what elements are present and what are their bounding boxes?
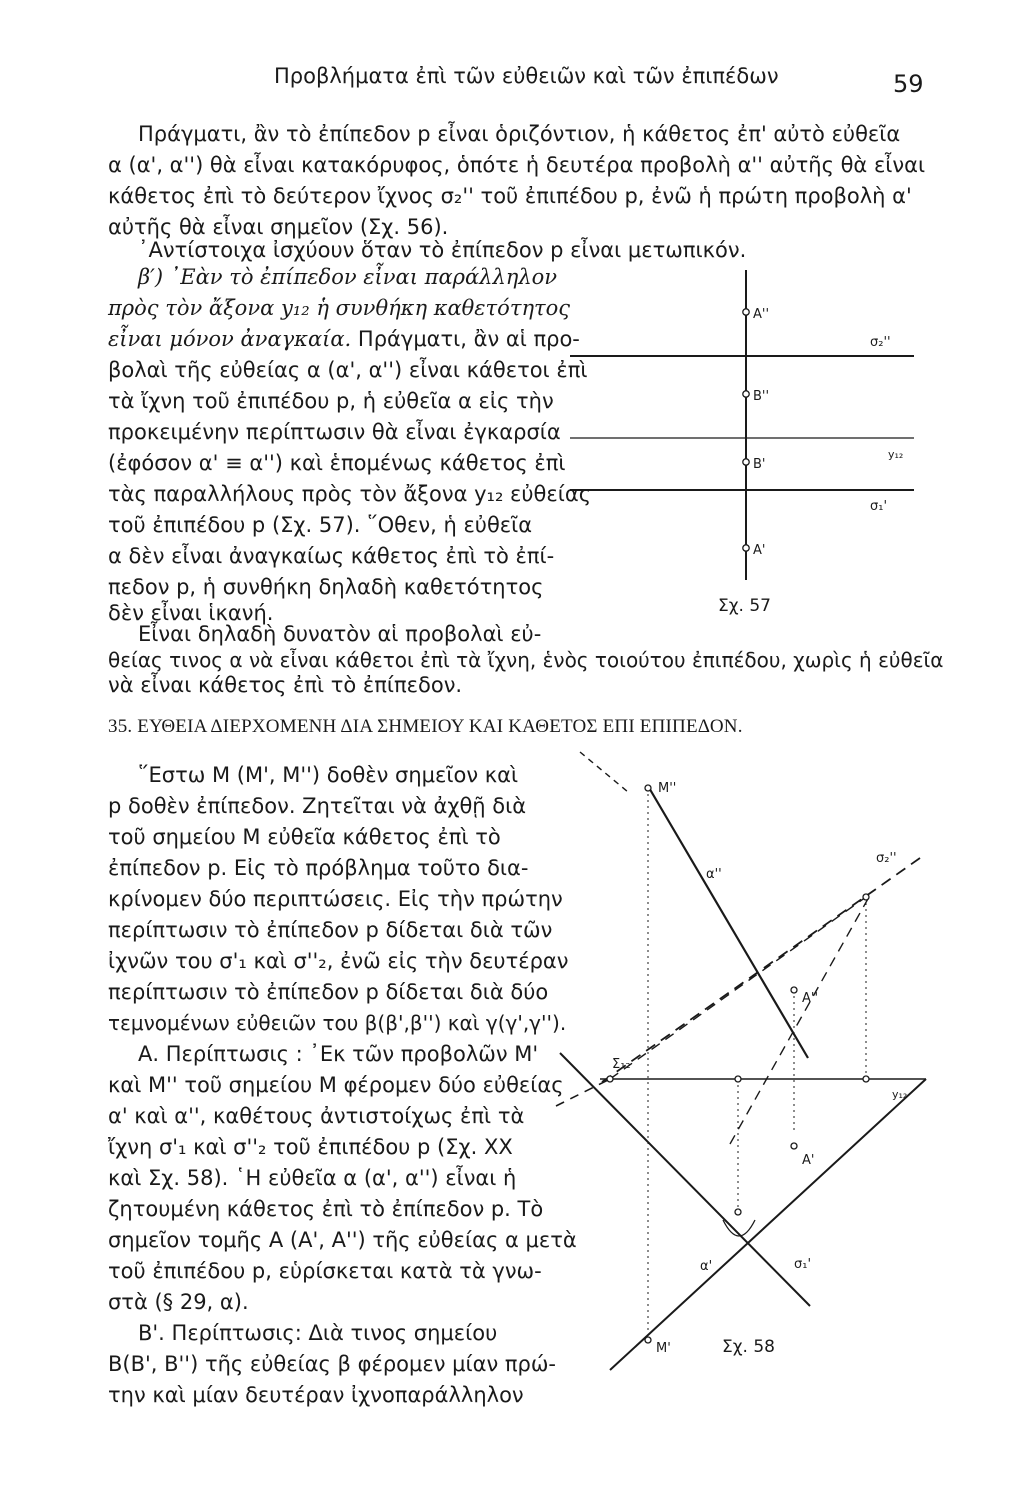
italic-text: ᾿Εὰν τὸ ἐπίπεδον εἶναι παράλληλον: [169, 265, 558, 289]
point-b1: [743, 459, 749, 465]
text-line: περίπτωσιν τὸ ἐπίπεδον p δίδεται διὰ δύο: [108, 980, 549, 1004]
point-m2: [645, 785, 651, 791]
text-line: Β'. Περίπτωσις: Διὰ τινος σημείου: [138, 1321, 498, 1345]
section-heading: 35. ΕΥΘΕΙΑ ΔΙΕΡΧΟΜΕΝΗ ΔΙΑ ΣΗΜΕΙΟΥ ΚΑΙ ΚΑΘΕΤΟΣ ΕΠΙ ΕΠΙΠΕΔΟΝ.: [108, 716, 743, 737]
point-s12: [607, 1076, 613, 1082]
case-label: β′): [138, 265, 164, 289]
text-line: καὶ Σχ. 58). ῾Η εὐθεῖα α (α', α'') εἶναι ἡ: [108, 1166, 517, 1190]
label-y12: y₁₂: [892, 1088, 908, 1101]
label-a2-proj: α'': [706, 867, 722, 882]
text-line: πεδον p, ἡ συνθήκη δηλαδὴ καθετότητος: [108, 575, 544, 599]
text-line: περίπτωσιν τὸ ἐπίπεδον p δίδεται διὰ τῶν: [108, 918, 553, 942]
text-line: [108, 324, 580, 355]
label-b1: B': [753, 457, 766, 472]
text-line: α' καὶ α'', καθέτους ἀντιστοίχως ἐπὶ τὰ: [108, 1104, 525, 1128]
text-line: νὰ εἶναι κάθετος ἐπὶ τὸ ἐπίπεδον.: [108, 673, 463, 697]
text-line: στὰ (§ 29, α).: [108, 1290, 249, 1314]
text-line: ἰχνῶν του σ'₁ καὶ σ''₂, ἐνῶ εἰς τὴν δευτέραν: [108, 949, 569, 973]
text-span: Πράγματι, ἂν αἱ προ-: [357, 327, 580, 351]
text-line: κρίνομεν δύο περιπτώσεις. Εἰς τὴν πρώτην: [108, 887, 563, 911]
figure-caption: Σχ. 58: [722, 1337, 776, 1357]
construction-dashed-line: [730, 897, 869, 1144]
point-m1: [645, 1337, 651, 1343]
trace-s2-tick: [580, 752, 628, 792]
text-line: δὲν εἶναι ἱκανή.: [108, 601, 274, 625]
text-line: σημεῖον τομῆς A (A', A'') τῆς εὐθείας α μετὰ: [108, 1228, 577, 1252]
trace-s2-dashed-line: [602, 858, 920, 1082]
label-b2: B'': [753, 389, 770, 404]
text-line: [138, 262, 557, 293]
label-a2-point: A'': [802, 991, 819, 1006]
text-line: τοῦ σημείου M εὐθεῖα κάθετος ἐπὶ τὸ: [108, 825, 501, 849]
text-line: τὰ ἴχνη τοῦ ἐπιπέδου p, ἡ εὐθεῖα α εἰς τὴν: [108, 389, 554, 413]
label-y12: y₁₂: [888, 448, 904, 461]
italic-text: εἶναι μόνον ἀναγκαία.: [108, 327, 352, 351]
figure-58: [540, 740, 940, 1380]
label-s1: σ₁': [870, 499, 888, 514]
label-s12: Σ₁₂: [612, 1057, 631, 1072]
text-line: ᾿Αντίστοιχα ἰσχύουν ὅταν τὸ ἐπίπεδον p εἶναι μετωπικόν.: [138, 238, 747, 262]
text-line: καὶ M'' τοῦ σημείου M φέρομεν δύο εὐθείας: [108, 1073, 564, 1097]
italic-text: πρὸς τὸν ἄξονα y₁₂ ἡ συνθήκη καθετότητος: [108, 296, 571, 320]
text-line: θείας τινος α νὰ εἶναι κάθετοι ἐπὶ τὰ ἴχνη, ἑνὸς τοιούτου ἐπιπέδου, χωρὶς ἡ εὐθεῖα: [108, 648, 944, 672]
point-a1: [743, 545, 749, 551]
point-on-trace: [863, 894, 869, 900]
label-m2: M'': [658, 781, 677, 796]
text-line: αὐτῆς θὰ εἶναι σημεῖον (Σχ. 56).: [108, 215, 449, 239]
text-line: Α. Περίπτωσις : ᾿Εκ τῶν προβολῶν M': [138, 1042, 539, 1066]
text-line: ῞Εστω M (M', M'') δοθὲν σημεῖον καὶ: [138, 763, 519, 787]
label-a1: A': [753, 543, 766, 558]
label-s1: σ₁': [794, 1257, 812, 1272]
text-line: Εἶναι δηλαδὴ δυνατὸν αἱ προβολαὶ εὐ-: [138, 622, 542, 646]
text-line: ἴχνη σ'₁ καὶ σ''₂ τοῦ ἐπιπέδου p (Σχ. XX: [108, 1135, 513, 1159]
text-line: κάθετος ἐπὶ τὸ δεύτερον ἴχνος σ₂'' τοῦ ἐπιπέδου p, ἐνῶ ἡ πρώτη προβολὴ α': [108, 184, 912, 208]
point-b2: [743, 391, 749, 397]
label-a1-point: A': [802, 1153, 815, 1168]
text-line: B(B', B'') τῆς εὐθείας β φέρομεν μίαν πρώ-: [108, 1352, 556, 1376]
text-line: ἐπίπεδον p. Εἰς τὸ πρόβλημα τοῦτο δια-: [108, 856, 529, 880]
trace-s1-back-line: [610, 1079, 926, 1370]
label-m1: M': [656, 1341, 671, 1356]
projection-a2-line: [648, 786, 808, 1058]
figure-caption: Σχ. 57: [718, 596, 772, 616]
text-line: α δὲν εἶναι ἀναγκαίως κάθετος ἐπὶ τὸ ἐπί-: [108, 544, 555, 568]
label-s2: σ₂'': [870, 335, 891, 350]
text-line: την καὶ μίαν δευτέραν ἰχνοπαράλληλον: [108, 1383, 524, 1407]
trace-s1-line: [560, 1053, 810, 1306]
figure-57: [540, 260, 920, 630]
point-a2: [743, 309, 749, 315]
point-on-axis: [863, 1076, 869, 1082]
text-line: βολαὶ τῆς εὐθείας α (α', α'') εἶναι κάθετοι ἐπὶ: [108, 358, 588, 382]
construction-dashed-line: [556, 1079, 610, 1106]
text-line: προκειμένην περίπτωσιν θὰ εἶναι ἐγκαρσία: [108, 420, 561, 444]
text-line: τεμνομένων εὐθειῶν του β(β',β'') καὶ γ(γ',γ'').: [108, 1011, 567, 1035]
point-on-axis: [735, 1076, 741, 1082]
text-line: τὰς παραλλήλους πρὸς τὸν ἄξονα y₁₂ εὐθείας: [108, 482, 592, 506]
label-s2: σ₂'': [876, 851, 897, 866]
text-line: p δοθὲν ἐπίπεδον. Ζητεῖται νὰ ἀχθῇ διὰ: [108, 794, 527, 818]
label-a2: A'': [753, 307, 770, 322]
text-line: α (α', α'') θὰ εἶναι κατακόρυφος, ὁπότε ἡ δευτέρα προβολὴ α'' αὐτῆς θὰ εἶναι: [108, 153, 926, 177]
point-a1: [791, 1143, 797, 1149]
text-line: (ἐφόσον α' ≡ α'') καὶ ἑπομένως κάθετος ἐπὶ: [108, 451, 566, 475]
point-vertex: [735, 1209, 741, 1215]
label-a1-proj: α': [700, 1259, 713, 1274]
text-line: τοῦ ἐπιπέδου p (Σχ. 57). ῞Οθεν, ἡ εὐθεῖα: [108, 513, 533, 537]
point-a2: [791, 987, 797, 993]
page-number: 59: [893, 70, 924, 98]
running-title: Προβλήματα ἐπὶ τῶν εὐθειῶν καὶ τῶν ἐπιπέδων: [274, 64, 779, 88]
text-line: Πράγματι, ἂν τὸ ἐπίπεδον p εἶναι ὁριζόντιον, ἡ κάθετος ἐπ' αὐτὸ εὐθεῖα: [138, 122, 901, 146]
text-line: ζητουμένη κάθετος ἐπὶ τὸ ἐπίπεδον p. Τὸ: [108, 1197, 544, 1221]
text-line: τοῦ ἐπιπέδου p, εὑρίσκεται κατὰ τὰ γνω-: [108, 1259, 542, 1283]
